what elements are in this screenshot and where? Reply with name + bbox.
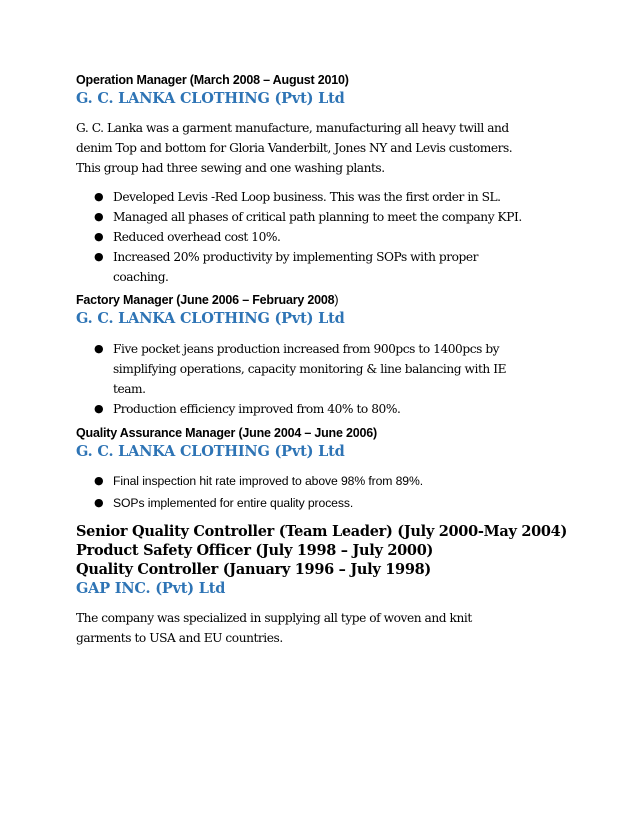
role-title: Factory Manager (June 2006 – February 2008)	[76, 293, 339, 307]
list-item: ● Increased 20% productivity by implementing SOPs with proper coaching.	[76, 247, 576, 287]
company-name: G. C. LANKA CLOTHING (Pvt) Ltd	[76, 90, 345, 107]
bullet-icon: ●	[94, 402, 104, 415]
role-title: Senior Quality Controller (Team Leader) (July 2000-May 2004)	[76, 523, 568, 540]
resume-page	[76, 72, 576, 648]
bullet-icon: ●	[94, 190, 104, 203]
list-item: ● SOPs implemented for entire quality process.	[76, 492, 576, 514]
company-description	[76, 118, 576, 178]
bullet-icon: ●	[94, 250, 104, 263]
description-line: The company was specialized in supplying all type of woven and knit	[76, 611, 472, 625]
list-item: ● Five pocket jeans production increased from 900pcs to 1400pcs by simplifying operations, capacity monitoring & line balancing with IE team.	[76, 339, 576, 399]
role-title: Operation Manager (March 2008 – August 2010)	[76, 73, 349, 87]
list-item: ● Production efficiency improved from 40% to 80%.	[76, 399, 576, 419]
description-line: garments to USA and EU countries.	[76, 631, 283, 645]
achievement-list	[76, 470, 576, 514]
company-name: G. C. LANKA CLOTHING (Pvt) Ltd	[76, 443, 345, 460]
list-item: ● Final inspection hit rate improved to above 98% from 89%.	[76, 470, 576, 492]
bullet-icon: ●	[94, 210, 104, 223]
description-line: This group had three sewing and one washing plants.	[76, 161, 385, 175]
role-title: Quality Assurance Manager (June 2004 – June 2006)	[76, 426, 377, 440]
company-name: G. C. LANKA CLOTHING (Pvt) Ltd	[76, 310, 345, 327]
description-line: denim Top and bottom for Gloria Vanderbilt, Jones NY and Levis customers.	[76, 141, 513, 155]
role-title: Product Safety Officer (July 1998 – July 2000)	[76, 542, 434, 559]
role-title: Quality Controller (January 1996 – July 1998)	[76, 561, 431, 578]
description-line: G. C. Lanka was a garment manufacture, manufacturing all heavy twill and	[76, 121, 509, 135]
bullet-icon: ●	[94, 496, 104, 509]
bullet-icon: ●	[94, 474, 104, 487]
company-description	[76, 608, 576, 648]
experience-section-operation-manager	[76, 72, 576, 287]
experience-section-factory-manager	[76, 292, 576, 419]
list-item: ● Developed Levis -Red Loop business. This was the first order in SL.	[76, 187, 576, 207]
experience-section-quality-assurance-manager	[76, 425, 576, 514]
bullet-icon: ●	[94, 342, 104, 355]
list-item: ● Managed all phases of critical path planning to meet the company KPI.	[76, 207, 576, 227]
achievement-list	[76, 339, 576, 419]
bullet-icon: ●	[94, 230, 104, 243]
achievement-list	[76, 187, 576, 287]
company-name: GAP INC. (Pvt) Ltd	[76, 580, 226, 597]
experience-section-gap	[76, 522, 576, 648]
list-item: ● Reduced overhead cost 10%.	[76, 227, 576, 247]
